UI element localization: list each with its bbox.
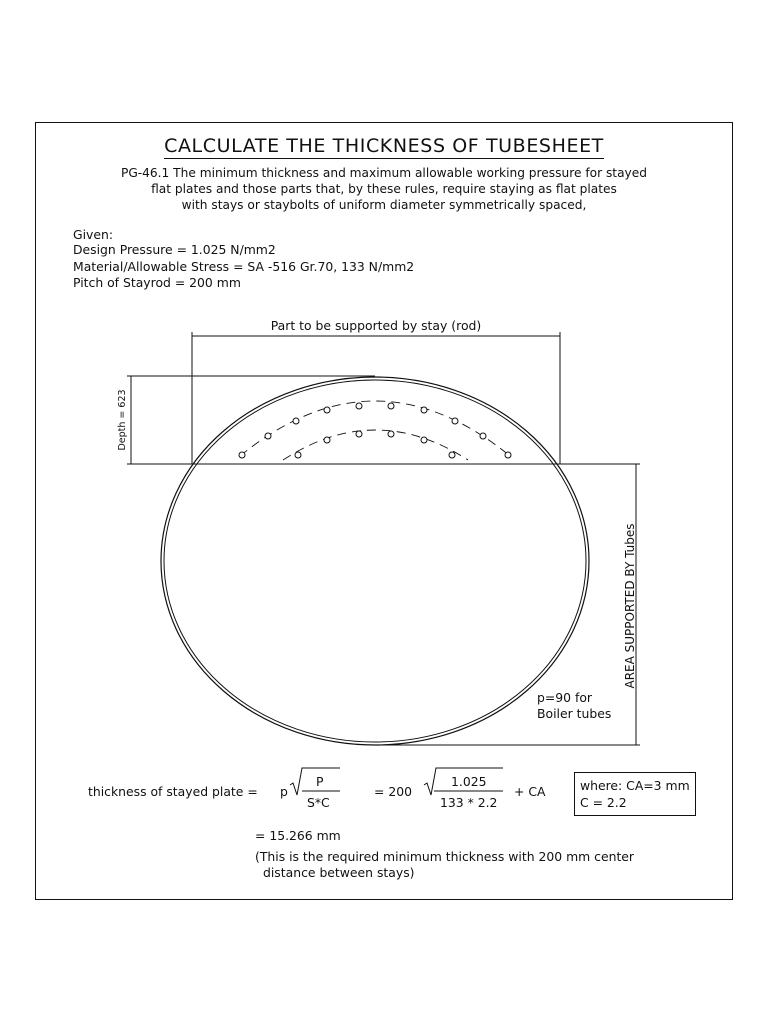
stay-hole [295, 452, 301, 458]
intro-line-2: flat plates and those parts that, by these rules, require staying as flat plates [151, 182, 617, 196]
given-heading: Given: [73, 227, 114, 242]
stay-hole [452, 418, 458, 424]
stay-hole [324, 437, 330, 443]
tubesheet-outer-ellipse [161, 377, 589, 745]
stay-hole [324, 407, 330, 413]
stay-hole [388, 431, 394, 437]
result-note-line-2: distance between stays) [263, 865, 415, 880]
given-material-stress: Material/Allowable Stress = SA -516 Gr.70, 133 N/mm2 [73, 259, 415, 274]
stay-hole [265, 433, 271, 439]
stay-hole [421, 407, 427, 413]
formula-equals-200: = 200 [374, 784, 412, 799]
formula-result: = 15.266 mm [255, 828, 341, 843]
formula-p: p [280, 784, 288, 799]
stay-arc-outer [240, 401, 510, 456]
formula-lhs: thickness of stayed plate = [88, 784, 258, 799]
intro-line-1: PG-46.1 The minimum thickness and maximum allowable working pressure for stayed [120, 166, 647, 180]
stay-hole [421, 437, 427, 443]
formula-numerator-value: 1.025 [451, 774, 487, 789]
stay-hole [356, 431, 362, 437]
formula-plus-ca: + CA [514, 784, 546, 799]
where-ca: where: CA=3 mm [580, 778, 690, 793]
intro-line-3: with stays or staybolts of uniform diameter symmetrically spaced, [181, 198, 587, 212]
given-design-pressure: Design Pressure = 1.025 N/mm2 [73, 242, 276, 257]
stay-hole [480, 433, 486, 439]
formula-numerator-P: P [316, 774, 324, 789]
pitch-note-line-1: p=90 for [537, 690, 592, 705]
formula-denominator-value: 133 * 2.2 [440, 795, 498, 810]
depth-label: Depth = 623 [117, 389, 128, 451]
formula-denominator-SC: S*C [307, 795, 330, 810]
given-stayrod-pitch: Pitch of Stayrod = 200 mm [73, 275, 241, 290]
page-title: CALCULATE THE THICKNESS OF TUBESHEET [164, 135, 604, 157]
stay-arc-inner [283, 430, 468, 460]
stay-hole [293, 418, 299, 424]
stay-hole [356, 403, 362, 409]
result-note-line-1: (This is the required minimum thickness with 200 mm center [255, 849, 635, 864]
tubesheet-inner-ellipse [164, 380, 586, 742]
tube-area-label: AREA SUPPORTED BY Tubes [623, 523, 637, 689]
stay-hole [449, 452, 455, 458]
stay-hole [505, 452, 511, 458]
pitch-note-line-2: Boiler tubes [537, 706, 612, 721]
where-c: C = 2.2 [580, 795, 627, 810]
stay-hole [239, 452, 245, 458]
stay-region-label: Part to be supported by stay (rod) [270, 318, 482, 333]
stay-hole [388, 403, 394, 409]
